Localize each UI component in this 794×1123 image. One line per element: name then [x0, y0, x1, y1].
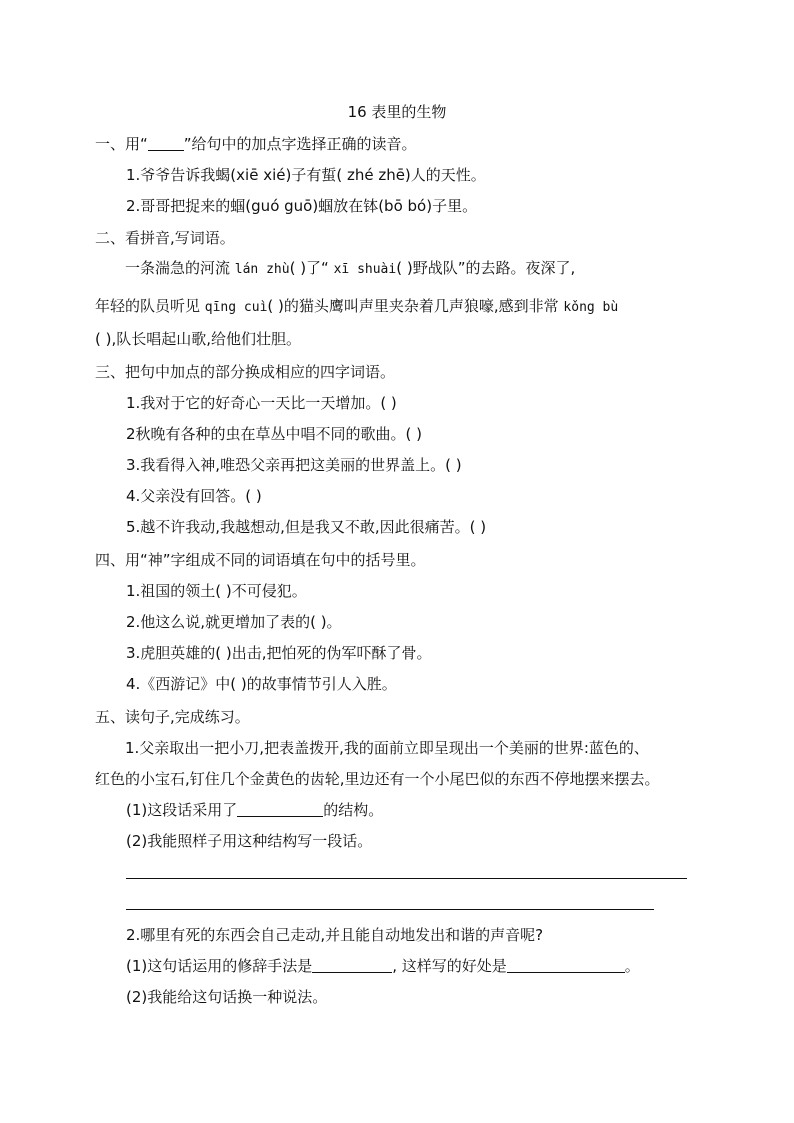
s3-question-4: 4.父亲没有回答。( ) — [126, 487, 262, 505]
section-4-heading: 四、用“神”字组成不同的词语填在句中的括号里。 — [95, 551, 426, 569]
s2-text: 一条湍急的河流 — [125, 259, 235, 277]
answer-blank[interactable] — [237, 800, 323, 817]
s5-q2-text: (1)这句话运用的修辞手法是 — [126, 957, 313, 975]
section-1-heading-end: ”给句中的加点字选择正确的读音。 — [183, 135, 417, 153]
s5-question-2-1 — [126, 956, 640, 976]
pinyin-lan-zhu: lán zhù — [234, 262, 290, 277]
s3-question-1: 1.我对于它的好奇心一天比一天增加。( ) — [126, 394, 397, 412]
s3-question-3: 3.我看得入神,唯恐父亲再把这美丽的世界盖上。( ) — [126, 456, 462, 474]
section-5-heading: 五、读句子,完成练习。 — [95, 708, 250, 726]
sample-blank — [148, 134, 184, 151]
s5-q2-text-end: 。 — [624, 957, 640, 975]
writing-line-2[interactable] — [126, 909, 654, 910]
s5-passage-text: 1.父亲取出一把小刀,把表盖拨开,我的面前立即呈现出一个美丽的世界:蓝色的、 — [125, 739, 649, 757]
section-3-heading: 三、把句中加点的部分换成相应的四字词语。 — [95, 363, 396, 381]
s4-question-2: 2.他这么说,就更增加了表的( )。 — [126, 613, 342, 631]
s4-question-3: 3.虎胆英雄的( )出击,把怕死的伪军吓酥了骨。 — [126, 644, 432, 662]
s5-sentence-2: 2.哪里有死的东西会自己走动,并且能自动地发出和谐的声音呢? — [126, 926, 544, 944]
s4-question-4: 4.《西游记》中( )的故事情节引人入胜。 — [126, 675, 397, 693]
s5-question-1-2: (2)我能照样子用这种结构写一段话。 — [126, 832, 373, 850]
s2-paragraph-line-2 — [95, 296, 707, 318]
s3-question-5: 5.越不许我动,我越想动,但是我又不敢,因此很痛苦。( ) — [126, 518, 487, 536]
s1-question-2: 2.哥哥把捉来的蝈(guó guō)蝈放在钵(bō bó)子里。 — [126, 197, 478, 215]
pinyin-kong-bu: kǒng bù — [563, 300, 619, 315]
s5-question-2-2: (2)我能给这句话换一种说法。 — [126, 988, 328, 1006]
section-1-heading — [95, 134, 417, 154]
s2-text: ( )野战队”的去路。夜深了, — [396, 259, 576, 277]
section-1-heading-start: 一、用“ — [95, 135, 148, 153]
s1-question-1: 1.爷爷告诉我蝎(xiē xié)子有蜇( zhé zhē)人的天性。 — [126, 166, 486, 184]
page-title: 16 表里的生物 — [347, 103, 447, 121]
s4-question-1: 1.祖国的领土( )不可侵犯。 — [126, 582, 307, 600]
answer-blank-rhetoric[interactable] — [312, 956, 392, 973]
s2-paragraph-line-1 — [95, 258, 707, 280]
s5-q2-text-mid: , 这样写的好处是 — [392, 957, 507, 975]
pinyin-xi-shuai: xī shuài — [333, 262, 397, 277]
s5-passage-line-2: 红色的小宝石,钉住几个金黄色的齿轮,里边还有一个小尾巴似的东西不停地摆来摆去。 — [95, 770, 660, 788]
s2-text: 年轻的队员听见 — [95, 297, 205, 315]
writing-line-1[interactable] — [126, 878, 687, 879]
s2-paragraph-line-3: ( ),队长唱起山歌,给他们壮胆。 — [95, 330, 302, 348]
answer-blank-benefit[interactable] — [507, 956, 625, 973]
s5-q1-text: (1)这段话采用了 — [126, 801, 238, 819]
pinyin-qing-cui: qīng cuì — [204, 300, 268, 315]
s3-question-2: 2秋晚有各种的虫在草丛中唱不同的歌曲。( ) — [126, 425, 423, 443]
s5-q1-text-end: 的结构。 — [323, 801, 384, 819]
s2-text: ( )的猫头鹰叫声里夹杂着几声狼嚎,感到非常 — [267, 297, 564, 315]
s2-text: ( )了“ — [289, 259, 334, 277]
section-2-heading: 二、看拼音,写词语。 — [95, 229, 235, 247]
s5-passage-line-1 — [95, 738, 707, 758]
s5-question-1-1 — [126, 800, 383, 820]
